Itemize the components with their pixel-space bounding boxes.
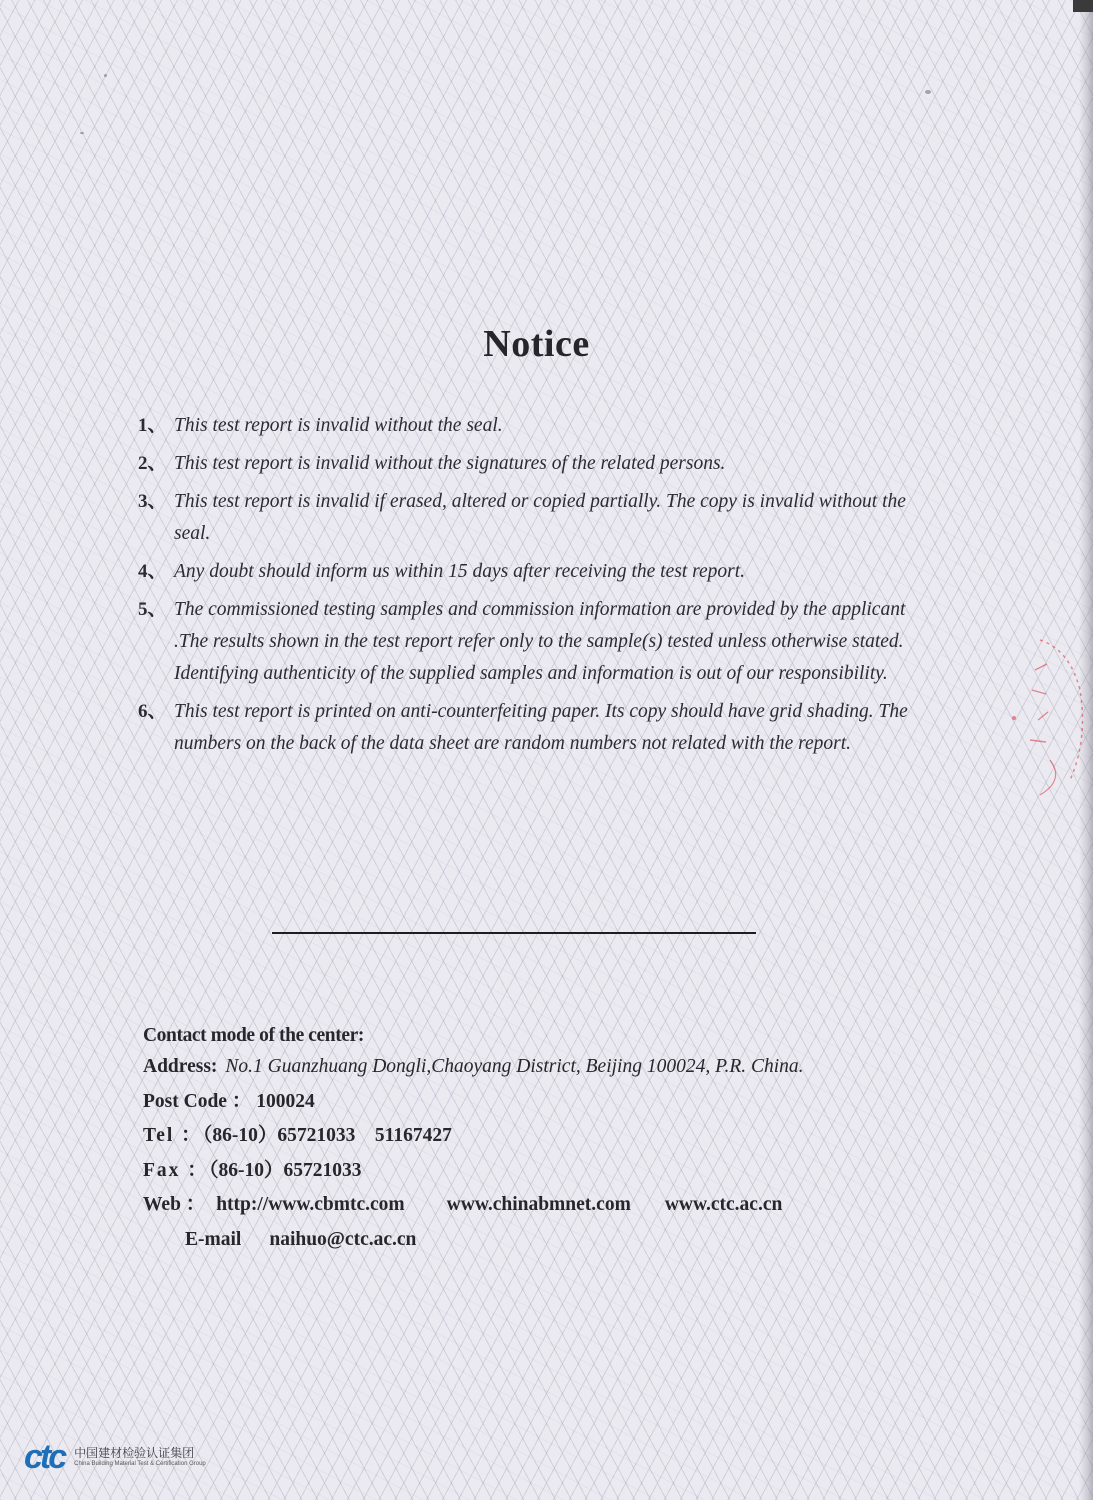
notice-text: Any doubt should inform us within 15 days after receiving the test report.	[174, 561, 746, 582]
notice-list	[138, 410, 938, 766]
signature-divider-line	[272, 932, 756, 934]
ctc-logo-text	[74, 1446, 206, 1468]
postcode-label: Post Code ：	[143, 1090, 252, 1112]
scan-speck	[104, 74, 107, 77]
tel-label: Tel ：	[143, 1125, 203, 1146]
postcode-row	[143, 1085, 1043, 1120]
notice-number: 4、	[138, 561, 167, 582]
notice-item	[138, 410, 938, 442]
notice-item	[138, 696, 938, 760]
web-link-chinabmnet[interactable]: www.chinabmnet.com	[446, 1194, 631, 1215]
email-label: E-mail	[185, 1228, 242, 1250]
email-row	[143, 1223, 1043, 1258]
tel-value: （86-10）65721033 51167427	[202, 1125, 452, 1146]
web-link-cbmtc[interactable]: http://www.cbmtc.com	[216, 1194, 405, 1215]
web-link-ctc[interactable]: www.ctc.ac.cn	[664, 1194, 783, 1215]
notice-text: This test report is invalid if erased, altered or copied partially. The copy is invalid without the seal.	[174, 491, 906, 544]
ctc-logo-mark: ctc	[24, 1438, 65, 1476]
web-row	[143, 1188, 1043, 1223]
scan-speck	[925, 90, 931, 94]
fax-row	[143, 1154, 1043, 1189]
red-seal-stamp	[1010, 630, 1090, 800]
notice-number: 2、	[138, 453, 167, 474]
notice-item	[138, 594, 938, 690]
address-value: No.1 Guanzhuang Dongli,Chaoyang District, Beijing 100024, P.R. China.	[225, 1056, 804, 1077]
notice-item	[138, 448, 938, 480]
web-label: Web ：	[143, 1194, 206, 1215]
logo-english-name: China Building Material Test & Certification Group	[74, 1461, 206, 1467]
notice-text: This test report is invalid without the signatures of the related persons.	[174, 453, 726, 474]
notice-text: This test report is invalid without the seal.	[174, 415, 503, 436]
fax-value: （86-10）65721033	[208, 1159, 362, 1181]
scan-speck	[80, 132, 84, 134]
postcode-value: 100024	[256, 1090, 315, 1112]
page-title: Notice	[483, 323, 590, 365]
contact-section	[143, 1022, 1043, 1257]
ctc-logo	[24, 1440, 206, 1474]
notice-number: 6、	[138, 701, 167, 722]
logo-chinese-name: 中国建材检验认证集团	[74, 1446, 195, 1460]
contact-heading: Contact mode of the center:	[143, 1025, 364, 1046]
scan-corner-mark	[1073, 0, 1093, 12]
notice-number: 1、	[138, 415, 167, 436]
notice-number: 5、	[138, 599, 167, 620]
notice-text: The commissioned testing samples and commission information are provided by the applicant .The results shown in the test report refer only to the sample(s) tested unless otherwise stated. Identifying authenticity of the supplied samples and information is out of our responsibility.	[174, 599, 906, 684]
tel-row	[143, 1119, 1043, 1154]
address-row	[143, 1050, 1043, 1085]
notice-text: This test report is printed on anti-counterfeiting paper. Its copy should have grid shading. The numbers on the back of the data sheet are random numbers not related with the report.	[174, 701, 908, 754]
email-link[interactable]: naihuo@ctc.ac.cn	[269, 1228, 417, 1250]
fax-label: Fax ：	[143, 1159, 209, 1181]
notice-number: 3、	[138, 491, 167, 512]
notice-item	[138, 486, 938, 550]
address-label: Address:	[143, 1056, 218, 1077]
notice-item	[138, 556, 938, 588]
